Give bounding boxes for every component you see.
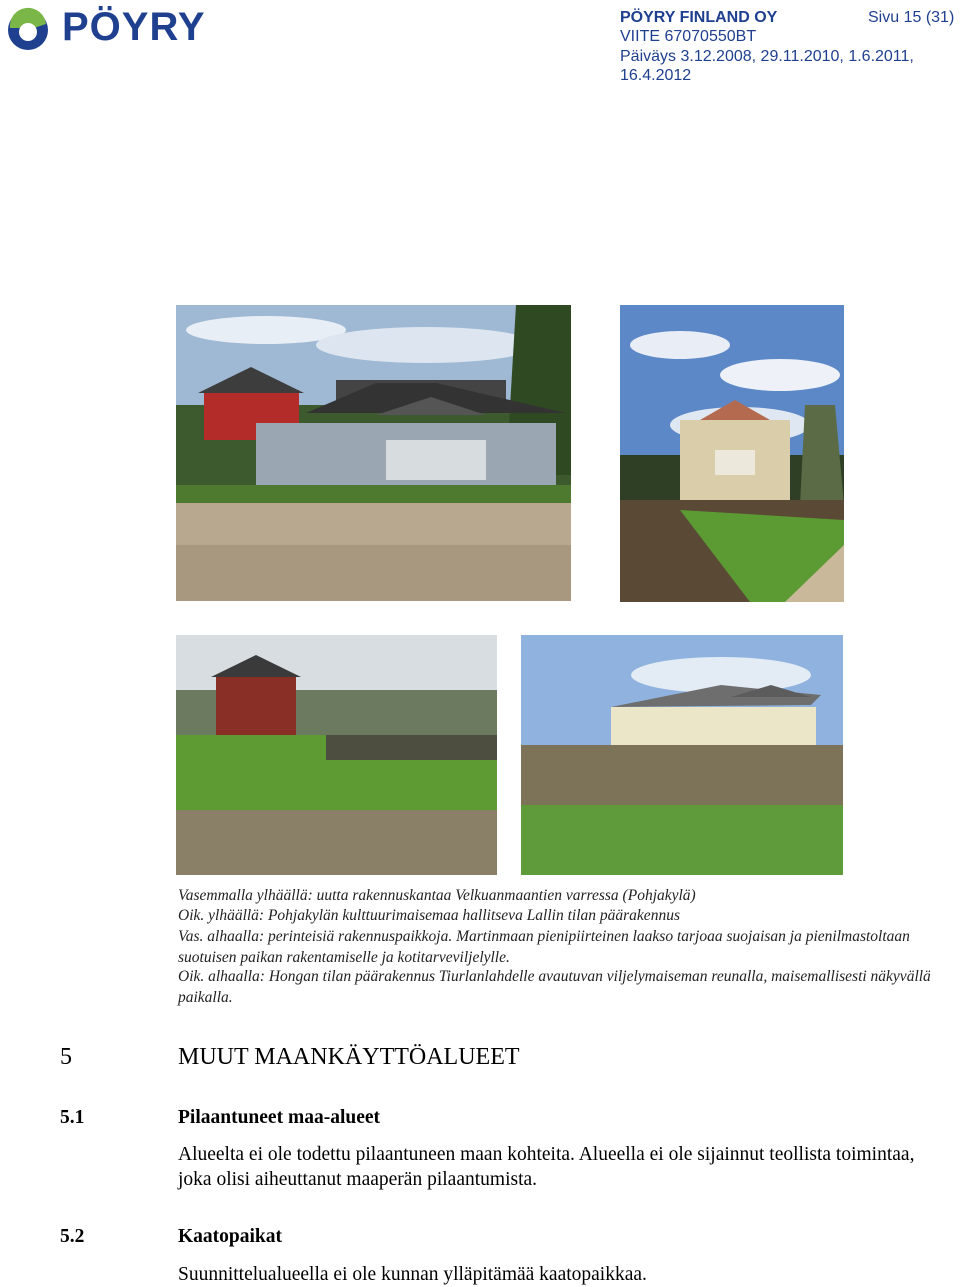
section-5-title: MUUT MAANKÄYTTÖALUEET	[178, 1044, 520, 1070]
section-5-2-title: Kaatopaikat	[178, 1226, 283, 1247]
dates-line-1: Päiväys 3.12.2008, 29.11.2010, 1.6.2011,	[620, 48, 914, 65]
dates-line-2: 16.4.2012	[620, 67, 692, 84]
caption-bottom-left: Vas. alhaalla: perinteisiä rakennuspaikkoja. Martinmaan pienipiirteinen laakso tarjoaa suojaisan ja pienilmastoltaan suotuisen paikan rakentamiselle ja kotitarveviljelylle.	[178, 928, 910, 966]
page-number: Sivu 15 (31)	[868, 9, 955, 26]
section-5-2-body: Suunnittelualueella ei ole kunnan ylläpitämää kaatopaikkaa.	[178, 1264, 647, 1285]
caption-top-left: Vasemmalla ylhäällä: uutta rakennuskantaa Velkuanmaantien varressa (Pohjakylä)	[178, 887, 696, 904]
logo-wordmark: PÖYRY	[62, 5, 206, 49]
reference-number: VIITE 67070550BT	[620, 28, 757, 45]
caption-top-right: Oik. ylhäällä: Pohjakylän kulttuurimaisemaa hallitseva Lallin tilan päärakennus	[178, 907, 680, 924]
poyry-logo-icon	[4, 6, 62, 52]
photo-new-house	[176, 305, 571, 601]
section-5-1-number: 5.1	[60, 1107, 85, 1128]
section-5-2-number: 5.2	[60, 1226, 85, 1247]
caption-bottom-right: Oik. alhaalla: Hongan tilan päärakennus Tiurlanlahdelle avautuvan viljelymaiseman reunalla, maisemallisesti näkyvällä paikalla.	[178, 968, 931, 1006]
photo-lalli-main-building	[620, 305, 844, 602]
photo-red-cottage	[176, 635, 497, 875]
section-5-1-title: Pilaantuneet maa-alueet	[178, 1107, 381, 1128]
photo-honka-main-building	[521, 635, 843, 875]
section-5-1-body: Alueelta ei ole todettu pilaantuneen maan kohteita. Alueella ei ole sijainnut teollista toimintaa, joka olisi aiheuttanut maaperän pilaantumista.	[178, 1144, 915, 1190]
company-name: PÖYRY FINLAND OY	[620, 9, 778, 26]
section-5-number: 5	[60, 1044, 72, 1070]
